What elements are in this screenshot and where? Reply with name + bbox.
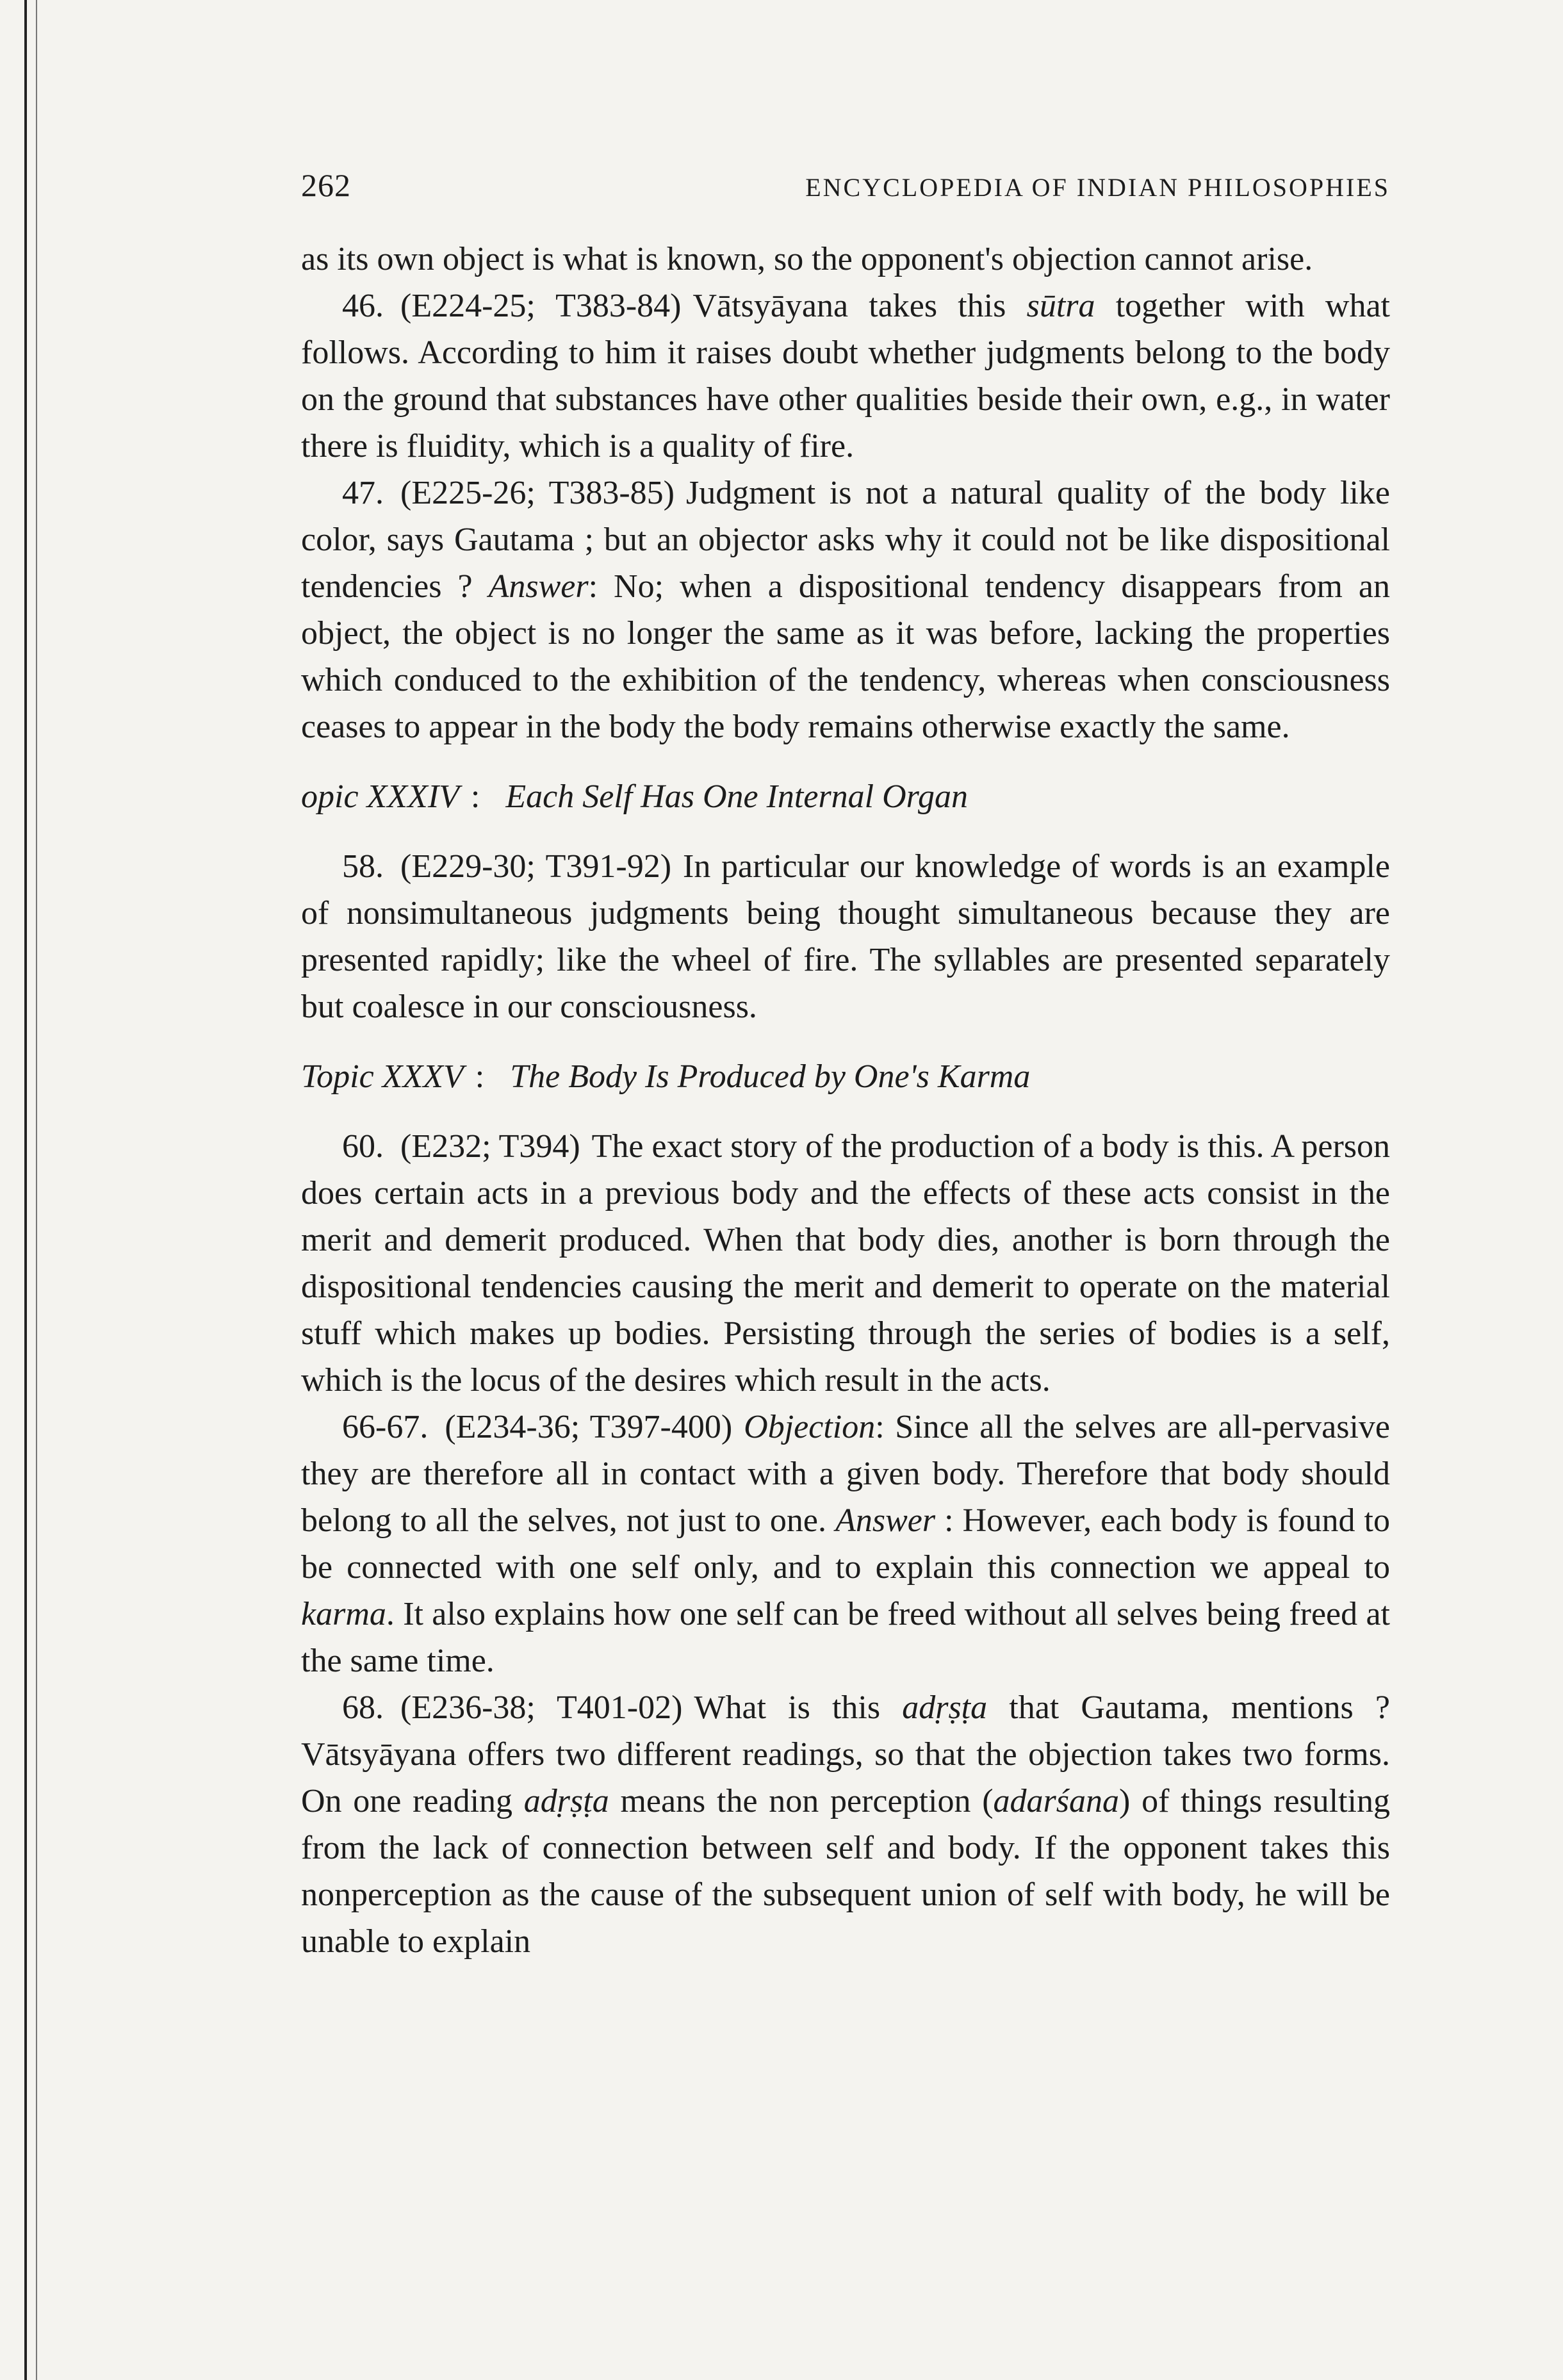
paragraph-number: 58. — [342, 848, 384, 885]
topic-label: opic XXXIV — [301, 778, 459, 815]
topic-title: The Body Is Produced by One's Karma — [510, 1058, 1031, 1095]
book-page — [301, 167, 1390, 1965]
paragraph-68: 68. (E236-38; T401-02) What is this adṛṣṭa that Gautama, mentions ? Vātsyāyana offers two different readings, so that the objection takes two forms. On one reading adṛṣṭa means the non perception (adarśana) of things resulting from the lack of connection between self and body. If the opponent takes this nonperception as the cause of the subsequent union of self with body, he will be unable to explain — [301, 1689, 1390, 1960]
paragraph-47: 47. (E225-26; T383-85) Judgment is not a natural quality of the body like color, says Gautama ; but an objector asks why it could not be like dispositional tendencies ? Answer: No; when a dispositional tendency disappears from an object, the object is no longer the same as it was before, lacking the properties which conduced to the exhibition of the tendency, whereas when consciousness ceases to appear in the body the body remains otherwise exactly the same. — [301, 475, 1391, 745]
topic-heading-35: Topic XXXV : The Body Is Produced by One's Karma — [301, 1058, 1031, 1095]
paragraph-number: 66-67. — [342, 1409, 429, 1445]
reference: (E232; T394) — [400, 1128, 580, 1165]
page-number: 262 — [301, 167, 351, 203]
reference: (E225-26; T383-85) — [400, 475, 675, 511]
paragraph-continuation: as its own object is what is known, so the opponent's objection cannot arise. — [301, 241, 1313, 277]
paragraph-66-67: 66-67. (E234-36; T397-400) Objection: Since all the selves are all-pervasive they are therefore all in contact with a given body. Therefore that body should belong to all the selves, not just to one. Answer : However, each body is found to be connected with one self only, and to explain this connection we appeal to karma. It also explains how one self can be freed without all selves being freed at the same time. — [301, 1409, 1390, 1679]
running-title: ENCYCLOPEDIA OF INDIAN PHILOSOPHIES — [805, 173, 1390, 202]
paragraph-number: 68. — [342, 1689, 384, 1726]
reference: (E229-30; T391-92) — [400, 848, 672, 885]
topic-title: Each Self Has One Internal Organ — [505, 778, 968, 815]
reference: (E236-38; T401-02) — [400, 1689, 683, 1726]
reference: (E224-25; T383-84) — [400, 288, 682, 324]
paragraph-number: 46. — [342, 288, 384, 324]
binding-edge-inner — [36, 0, 37, 2380]
paragraph-number: 47. — [342, 475, 384, 511]
paragraph-46: 46. (E224-25; T383-84) Vātsyāyana takes this sūtra together with what follows. According to him it raises doubt whether judgments belong to the body on the ground that substances have other qualities beside their own, e.g., in water there is fluidity, which is a quality of fire. — [301, 288, 1390, 464]
paragraph-number: 60. — [342, 1128, 384, 1165]
binding-edge — [24, 0, 27, 2380]
page-header — [301, 167, 1390, 204]
topic-label: Topic XXXV — [301, 1058, 464, 1095]
reference: (E234-36; T397-400) — [445, 1409, 733, 1445]
paragraph-58: 58. (E229-30; T391-92) In particular our knowledge of words is an example of nonsimultaneous judgments being thought simultaneous because they are presented rapidly; like the wheel of fire. The syllables are presented separately but coalesce in our consciousness. — [301, 848, 1390, 1025]
paragraph-60: 60. (E232; T394) The exact story of the production of a body is this. A person does certain acts in a previous body and the effects of these acts consist in the merit and demerit produced. When that body dies, another is born through the dispositional tendencies causing the merit and demerit to operate on the material stuff which makes up bodies. Persisting through the series of bodies is a self, which is the locus of the desires which result in the acts. — [301, 1128, 1390, 1399]
topic-heading-34: opic XXXIV : Each Self Has One Internal Organ — [301, 778, 968, 815]
